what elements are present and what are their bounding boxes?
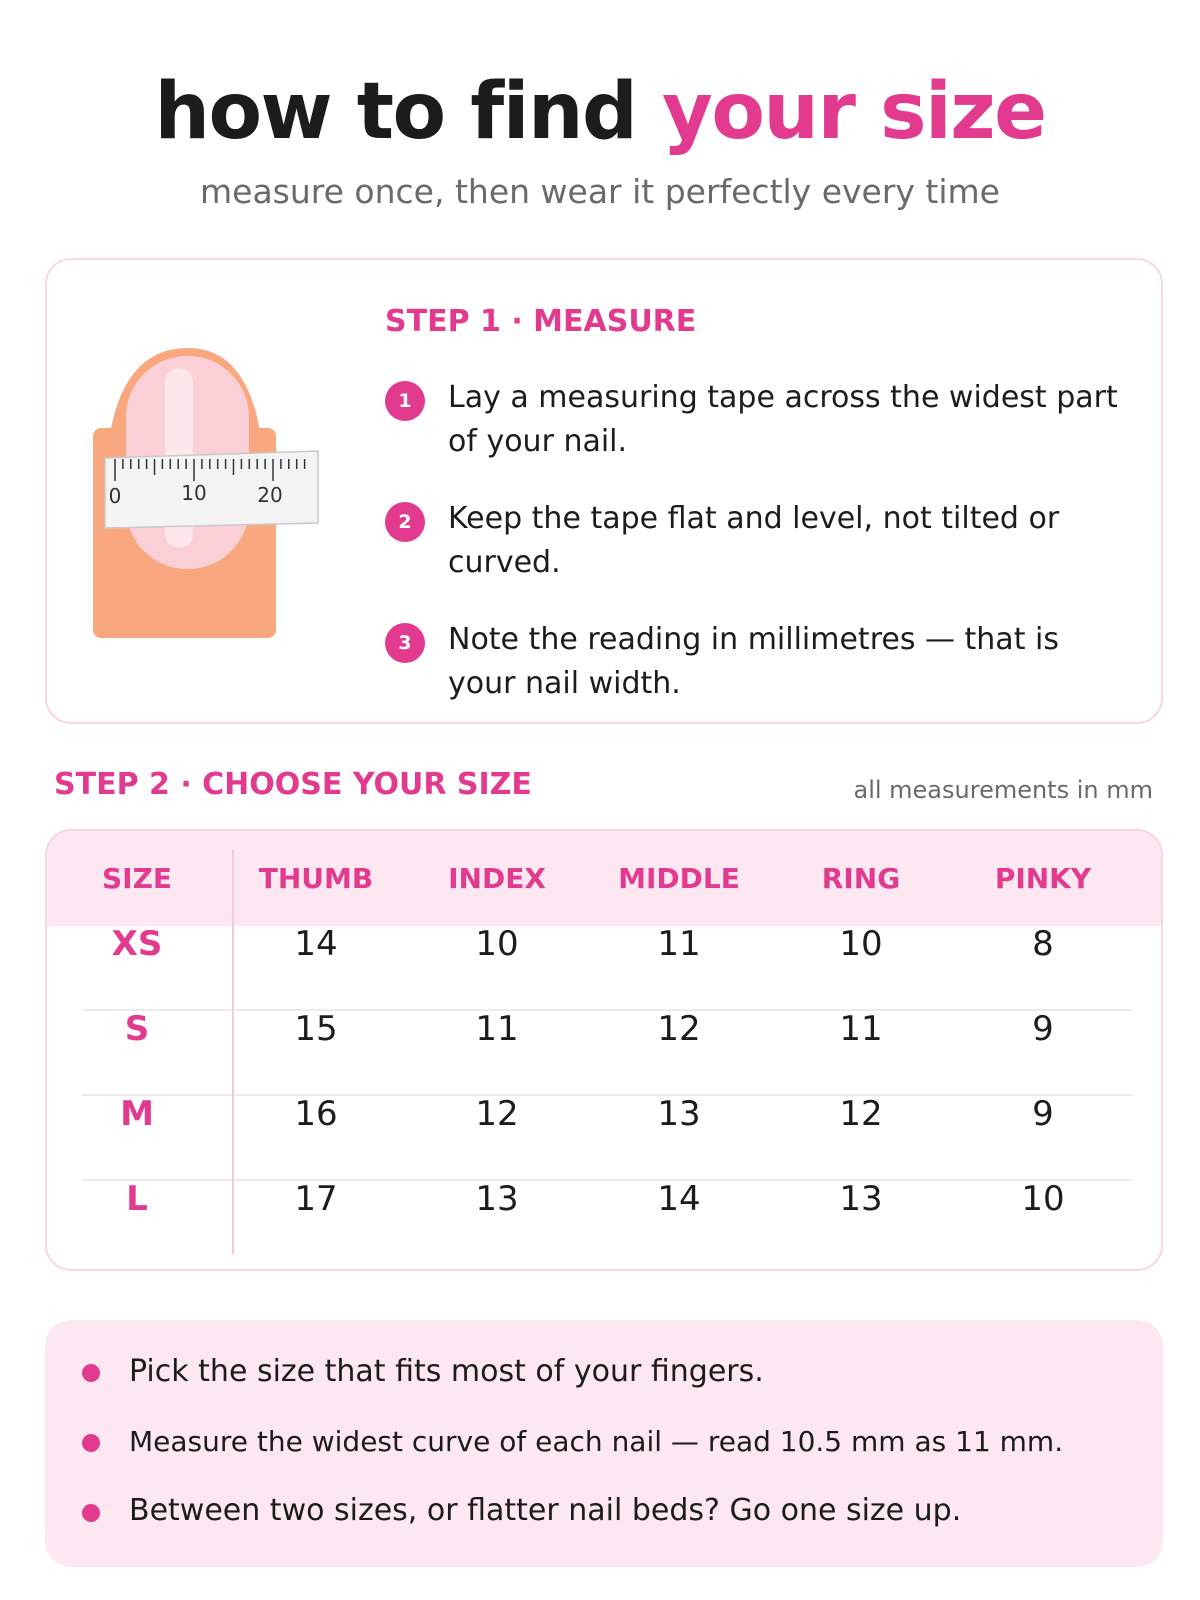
step-text: Lay a measuring tape across the widest part of your nail. (448, 380, 1118, 459)
title-start: how to find (154, 67, 662, 157)
table-row (47, 901, 1161, 988)
cell-ring: 10 (839, 924, 883, 964)
cell-middle: 12 (657, 1009, 701, 1049)
cell-size: XS (111, 924, 163, 964)
cell-middle: 13 (657, 1094, 701, 1134)
tape-label-0: 0 (108, 484, 122, 508)
cell-middle: 11 (657, 924, 701, 964)
header-size: SIZE (101, 862, 172, 895)
units-note: all measurements in mm (853, 776, 1153, 804)
cell-pinky: 10 (1021, 1179, 1065, 1219)
bullet-dot (82, 1364, 100, 1382)
nail-measure-illustration (93, 348, 323, 638)
step1-list (385, 376, 1125, 739)
header-middle: MIDDLE (618, 862, 740, 895)
cell-index: 12 (475, 1094, 519, 1134)
step-text: Note the reading in millimetres — that is your nail width. (448, 622, 1059, 701)
cell-ring: 11 (839, 1009, 883, 1049)
measuring-tape-icon (105, 451, 318, 528)
step-item-2 (385, 497, 1125, 585)
cell-size: M (120, 1094, 154, 1134)
cell-pinky: 9 (1032, 1009, 1054, 1049)
tip-1: Pick the size that fits most of your fingers. (129, 1354, 764, 1389)
bullet-dot (82, 1504, 100, 1522)
step-number-badge: 3 (385, 623, 425, 663)
table-row (47, 986, 1161, 1073)
cell-size: S (124, 1009, 150, 1049)
step-item-3 (385, 618, 1125, 706)
cell-middle: 14 (657, 1179, 701, 1219)
page-subtitle: measure once, then wear it perfectly every time (200, 172, 1000, 211)
tape-label-20: 20 (257, 483, 283, 507)
cell-ring: 12 (839, 1094, 883, 1134)
step1-heading: STEP 1 · MEASURE (385, 304, 697, 339)
cell-pinky: 8 (1032, 924, 1054, 964)
step-item-1 (385, 376, 1125, 464)
table-row (47, 1071, 1161, 1158)
size-table (45, 829, 1163, 1271)
bullet-dot (82, 1434, 100, 1452)
step-number-badge: 1 (385, 381, 425, 421)
cell-thumb: 17 (294, 1179, 338, 1219)
tape-label-10: 10 (181, 481, 207, 505)
cell-index: 13 (475, 1179, 519, 1219)
header-thumb: THUMB (258, 862, 374, 895)
header-index: INDEX (448, 862, 546, 895)
cell-thumb: 16 (294, 1094, 338, 1134)
step1-card (45, 258, 1163, 724)
cell-size: L (126, 1179, 148, 1219)
size-column-divider (232, 849, 234, 1254)
step2-heading: STEP 2 · CHOOSE YOUR SIZE (54, 767, 532, 802)
cell-ring: 13 (839, 1179, 883, 1219)
step-text: Keep the tape flat and level, not tilted or curved. (448, 501, 1060, 580)
cell-thumb: 14 (294, 924, 338, 964)
page-title (0, 62, 1200, 162)
cell-thumb: 15 (294, 1009, 338, 1049)
tip-3: Between two sizes, or flatter nail beds? Go one size up. (129, 1493, 962, 1528)
step-number-badge: 2 (385, 502, 425, 542)
header-pinky: PINKY (994, 862, 1092, 895)
tips-box (45, 1320, 1163, 1567)
table-row (47, 1156, 1161, 1243)
cell-index: 11 (475, 1009, 519, 1049)
tip-2: Measure the widest curve of each nail — read 10.5 mm as 11 mm. (129, 1425, 1064, 1458)
cell-pinky: 9 (1032, 1094, 1054, 1134)
cell-index: 10 (475, 924, 519, 964)
title-accent: your size (662, 67, 1046, 157)
header-ring: RING (821, 862, 901, 895)
